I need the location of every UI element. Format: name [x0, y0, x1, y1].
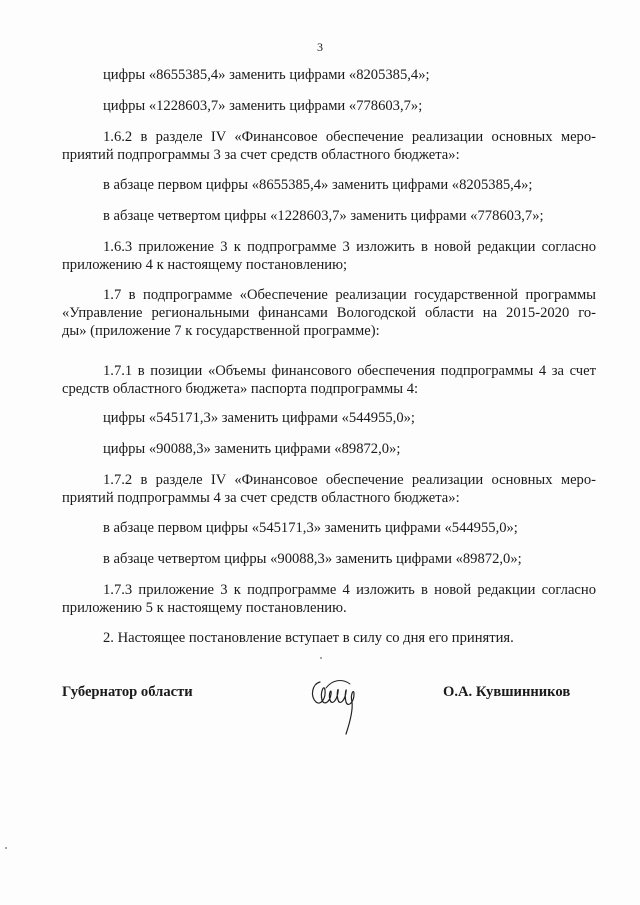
text-line: 1.6.2 в разделе IV «Финансовое обеспечение реализации основных меро- [103, 129, 596, 145]
page-number: 3 [317, 40, 323, 54]
signer-title: Губернатор области [62, 684, 193, 700]
text-line: цифры «545171,3» заменить цифрами «544955,0»; [103, 410, 415, 426]
text-line: приятий подпрограммы 4 за счет средств областного бюджета»: [62, 490, 460, 506]
text-line: «Управление региональными финансами Вологодской области на 2015-2020 го- [62, 305, 596, 321]
text-line: 1.6.3 приложение 3 к подпрограмме 3 изложить в новой редакции согласно [103, 239, 596, 255]
text-line: 2. Настоящее постановление вступает в силу со дня его принятия. [103, 630, 514, 646]
text-line: приятий подпрограммы 3 за счет средств областного бюджета»: [62, 147, 460, 163]
text-line: цифры «1228603,7» заменить цифрами «778603,7»; [103, 98, 423, 114]
text-line: 1.7 в подпрограмме «Обеспечение реализации государственной программы [103, 287, 596, 303]
text-line: средств областного бюджета» паспорта подпрограммы 4: [62, 381, 419, 397]
text-line: цифры «8655385,4» заменить цифрами «8205385,4»; [103, 67, 430, 83]
text-line: в абзаце первом цифры «545171,3» заменить цифрами «544955,0»; [103, 520, 518, 536]
text-line: в абзаце первом цифры «8655385,4» заменить цифрами «8205385,4»; [103, 177, 533, 193]
handwritten-signature [306, 666, 366, 738]
signer-name: О.А. Кувшинников [443, 684, 571, 700]
text-line: 1.7.1 в позиции «Объемы финансового обеспечения подпрограммы 4 за счет [103, 363, 596, 379]
text-line: приложению 4 к настоящему постановлению; [62, 257, 348, 273]
scan-speck [5, 847, 7, 849]
text-line: ды» (приложение 7 к государственной программе): [62, 323, 380, 339]
text-line: в абзаце четвертом цифры «1228603,7» заменить цифрами «778603,7»; [103, 208, 544, 224]
text-line: 1.7.2 в разделе IV «Финансовое обеспечение реализации основных меро- [103, 472, 596, 488]
text-line: приложению 5 к настоящему постановлению. [62, 600, 347, 616]
text-line: 1.7.3 приложение 3 к подпрограмме 4 изложить в новой редакции согласно [103, 582, 596, 598]
text-line: цифры «90088,3» заменить цифрами «89872,0»; [103, 441, 401, 457]
text-line: в абзаце четвертом цифры «90088,3» заменить цифрами «89872,0»; [103, 551, 522, 567]
scan-speck [320, 657, 322, 659]
